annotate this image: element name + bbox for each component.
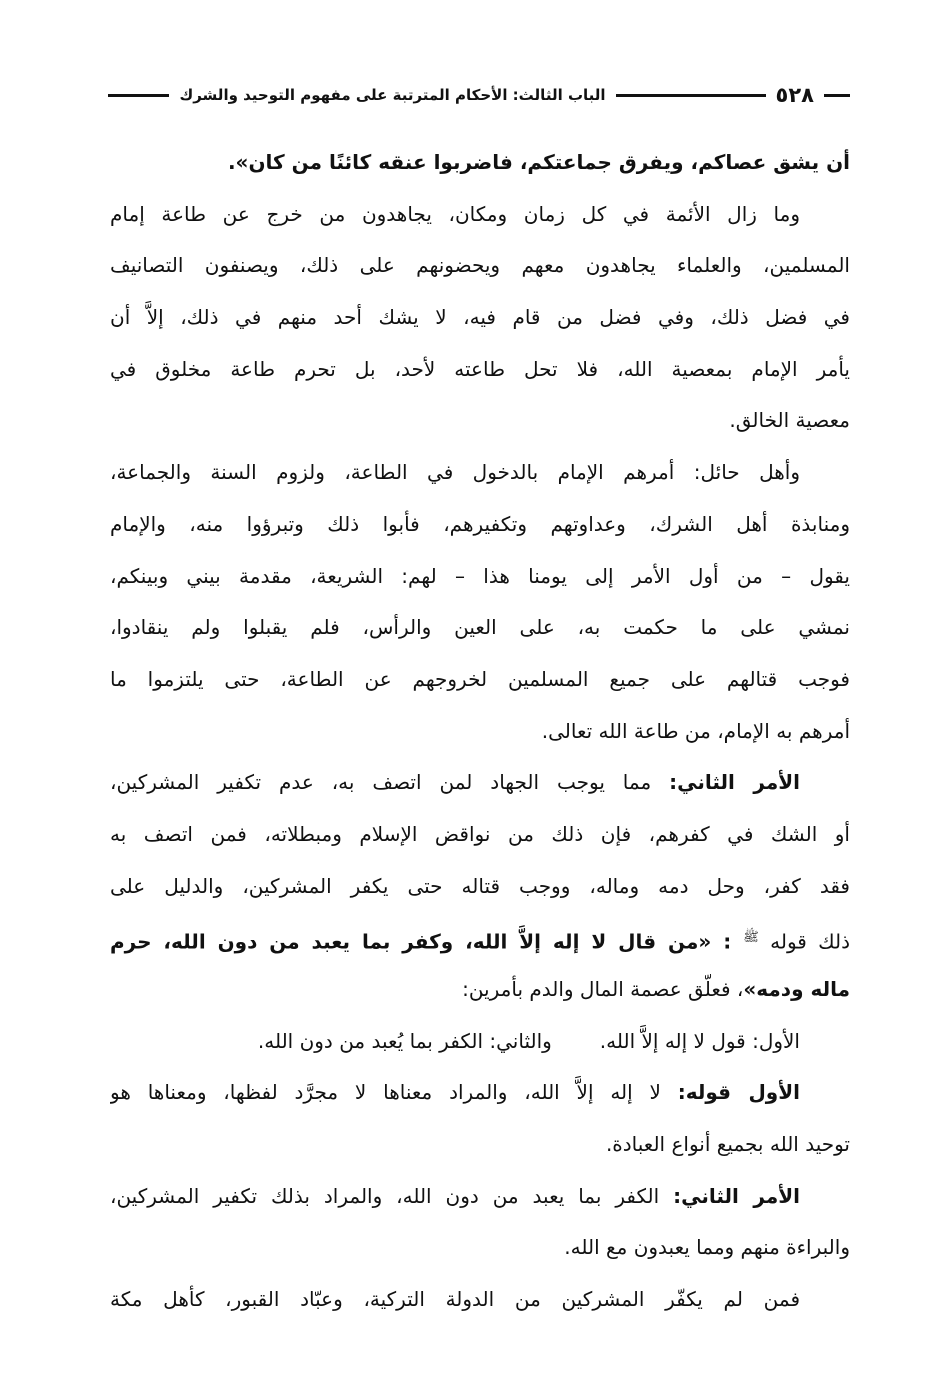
running-header bbox=[108, 80, 850, 110]
header-rule-right bbox=[824, 94, 850, 97]
header-rule-left bbox=[108, 94, 169, 97]
header-rule-middle bbox=[616, 94, 766, 97]
text-line: فمن لم يكفّر المشركين من الدولة التركية، وعبّاد القبور، كأهل مكة bbox=[110, 1287, 800, 1312]
text-line: في فضل ذلك، وفي فضل من قام فيه، لا يشك أحد منهم في ذلك، إلاَّ أن bbox=[110, 305, 850, 330]
page-number: ٥٢٨ bbox=[775, 83, 814, 107]
text-run: ، فعلّق عصمة المال والدم بأمرين: bbox=[462, 977, 744, 1001]
text-line bbox=[110, 757, 850, 809]
text-line: نمشي على ما حكمت به، على العين والرأس، فلم يقبلوا ولم ينقادوا، bbox=[110, 615, 850, 640]
section-lead: الأمر الثاني: bbox=[669, 770, 800, 795]
text-run: الكفر بما يعبد من دون الله، والمراد بذلك تكفير المشركين، bbox=[110, 1183, 674, 1208]
text-line bbox=[110, 1067, 850, 1119]
hadith-quote-end: ماله ودمه» bbox=[743, 977, 850, 1001]
text-line: يأمر الإمام بمعصية الله، فلا تحل طاعته لأحد، بل تحرم طاعة مخلوق في bbox=[110, 356, 850, 381]
text-line: أو الشك في كفرهم، فإن ذلك من نواقض الإسلام ومبطلاته، فمن اتصف به bbox=[110, 821, 850, 846]
hadith-quote: : «من قال لا إله إلاَّ الله، وكفر بما يعبد من دون الله، حرم bbox=[110, 929, 744, 954]
text-line: معصية الخالق. bbox=[729, 408, 850, 433]
text-line bbox=[110, 912, 850, 964]
body-text bbox=[110, 137, 850, 1326]
text-line: وأهل حائل: أمرهم الإمام بالدخول في الطاعة، ولزوم السنة والجماعة، bbox=[110, 460, 800, 485]
section-lead: الأمر الثاني: bbox=[673, 1183, 800, 1208]
text-line bbox=[110, 1171, 850, 1223]
text-line: فوجب قتالهم على جميع المسلمين لخروجهم عن الطاعة، حتى يلتزموا ما bbox=[110, 666, 850, 691]
text-line: والبراءة منهم ومما يعبدون مع الله. bbox=[564, 1235, 850, 1260]
text-line: أن يشق عصاكم، ويفرق جماعتكم، فاضربوا عنقه كائنًا من كان». bbox=[227, 150, 850, 174]
text-line: فقد كفر، وحل دمه وماله، ووجب قتاله حتى يكفر المشركين، والدليل على bbox=[110, 873, 850, 898]
text-line bbox=[110, 1016, 850, 1068]
text-run: ذلك قوله bbox=[758, 929, 850, 954]
text-line: أمرهم به الإمام، من طاعة الله تعالى. bbox=[541, 718, 850, 743]
section-lead: الأول قوله: bbox=[677, 1080, 800, 1105]
text-line bbox=[110, 964, 850, 1016]
text-run: لا إله إلاَّ الله، والمراد معناها لا مجرَّد لفظها، ومعناها هو bbox=[110, 1080, 678, 1105]
text-line: توحيد الله بجميع أنواع العبادة. bbox=[605, 1132, 850, 1157]
text-line: وما زال الأئمة في كل زمان ومكان، يجاهدون من خرج عن طاعة إمام bbox=[110, 201, 800, 226]
salutation-seal-icon: ﷺ bbox=[743, 930, 759, 946]
text-line: ومنابذة أهل الشرك، وعداوتهم وتكفيرهم، فأبوا ذلك وتبرؤوا منه، والإمام bbox=[110, 511, 850, 536]
first-condition: الأول: قول لا إله إلاَّ الله. bbox=[599, 1028, 800, 1053]
second-condition: والثاني: الكفر بما يُعبد من دون الله. bbox=[257, 1028, 552, 1053]
text-line: يقول – من أول الأمر إلى يومنا هذا – لهم: الشريعة، مقدمة بيني وبينكم، bbox=[110, 563, 850, 588]
chapter-title: الباب الثالث: الأحكام المترتبة على مفهوم التوحيد والشرك bbox=[179, 86, 606, 104]
text-line: المسلمين، والعلماء يجاهدون معهم ويحضونهم على ذلك، ويصنفون التصانيف bbox=[110, 253, 850, 278]
text-run: مما يوجب الجهاد لمن اتصف به، عدم تكفير المشركين، bbox=[110, 770, 670, 795]
